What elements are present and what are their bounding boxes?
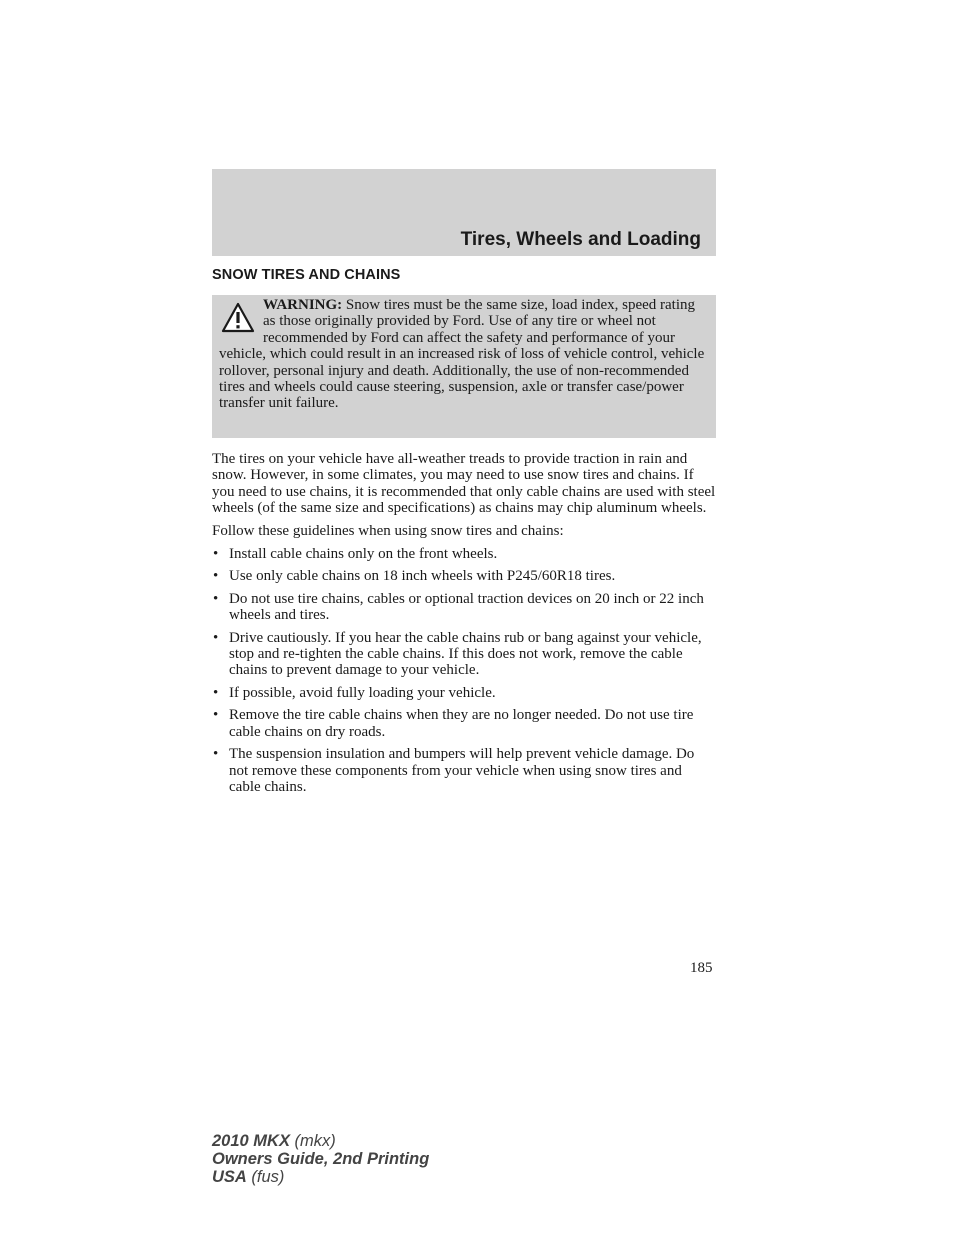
list-item-text: The suspension insulation and bumpers will help prevent vehicle damage. Do not remove these components from your vehicle when using snow tires and cable chains. <box>229 746 695 795</box>
list-item <box>212 685 716 701</box>
warning-triangle-icon <box>221 301 255 335</box>
footer-model: 2010 MKX <box>212 1132 290 1150</box>
list-item-text: Drive cautiously. If you hear the cable chains rub or bang against your vehicle, stop and re-tighten the cable chains. If this does not work, remove the cable chains to prevent damage to your vehicle. <box>229 629 702 679</box>
guidelines-lead-in: Follow these guidelines when using snow tires and chains: <box>212 523 564 540</box>
bullet-glyph: • <box>213 746 219 763</box>
bullet-glyph: • <box>213 684 219 701</box>
list-item <box>212 546 716 562</box>
footer-imprint <box>212 1132 429 1186</box>
intro-paragraph: The tires on your vehicle have all-weather treads to provide traction in rain and snow. However, in some climates, you may need to use snow tires and chains. If you need to use chains, it is recommended that only cable chains are used with steel wheels (of the same size and specifications) as chains may chip aluminum wheels. <box>212 451 716 517</box>
list-item-text: Use only cable chains on 18 inch wheels with P245/60R18 tires. <box>229 568 616 585</box>
header-band <box>212 169 716 256</box>
list-item-text: If possible, avoid fully loading your vehicle. <box>229 684 496 701</box>
bullet-glyph: • <box>213 546 219 563</box>
list-item <box>212 630 716 679</box>
bullet-glyph: • <box>213 590 219 607</box>
list-item-text: Install cable chains only on the front wheels. <box>229 546 498 563</box>
chapter-title: Tires, Wheels and Loading <box>460 229 701 250</box>
footer-model-code: (mkx) <box>289 1132 336 1150</box>
footer-market-code: (fus) <box>246 1168 285 1186</box>
list-item <box>212 591 716 624</box>
bullet-glyph: • <box>213 707 219 724</box>
list-item-text: Remove the tire cable chains when they are no longer needed. Do not use tire cable chains on dry roads. <box>229 707 694 740</box>
list-item <box>212 746 716 795</box>
footer-line-3 <box>212 1168 429 1186</box>
warning-box <box>212 295 716 438</box>
bullet-glyph: • <box>213 629 219 646</box>
warning-text: Snow tires must be the same size, load index, speed rating as those originally provided by Ford. Use of any tire or wheel not recommended by Ford can affect the safety and performance of your vehicle, which could result in an increased risk of loss of vehicle control, vehicle rollover, personal injury and death. Additionally, the use of non-recommended tires and wheels could cause steering, suspension, axle or transfer case/power transfer unit failure. <box>219 297 705 412</box>
warning-label: WARNING: <box>263 297 343 313</box>
bullet-glyph: • <box>213 568 219 585</box>
section-heading: SNOW TIRES AND CHAINS <box>212 267 401 283</box>
page-number: 185 <box>690 960 713 976</box>
guidelines-list <box>212 546 716 795</box>
body-text <box>212 451 716 801</box>
list-item <box>212 568 716 584</box>
footer-market: USA <box>212 1168 247 1186</box>
list-item <box>212 707 716 740</box>
list-item-text: Do not use tire chains, cables or optional traction devices on 20 inch or 22 inch wheels and tires. <box>229 590 704 624</box>
footer-line-2: Owners Guide, 2nd Printing <box>212 1150 430 1168</box>
footer-line-1 <box>212 1132 429 1150</box>
